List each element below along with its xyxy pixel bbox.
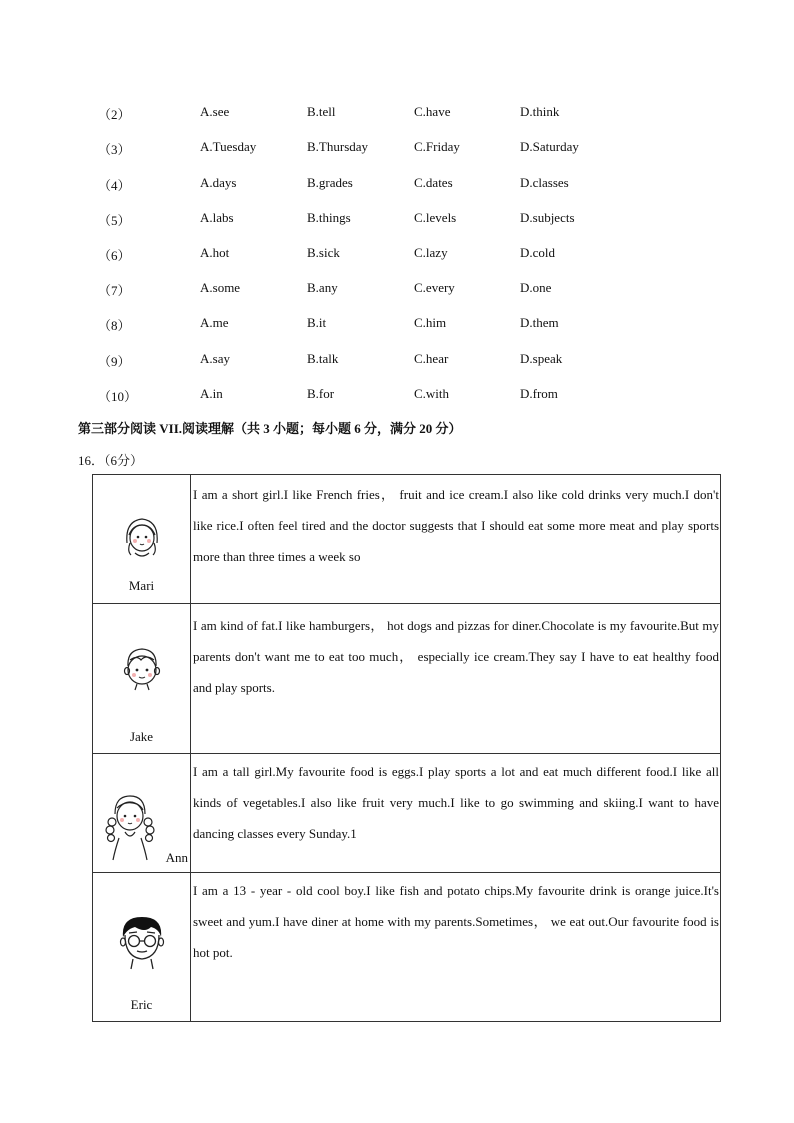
option-number: （4）	[98, 178, 131, 193]
option-d: D.classes	[520, 175, 569, 190]
person-description: I am a short girl.I like French fries， fruit and ice cream.I also like cold drinks very much.I don't like rice.I often feel tired and the doctor suggests that I should eat some more meat and play sports more than three times a week so	[191, 475, 721, 604]
option-row-6	[0, 245, 794, 265]
table-row	[93, 873, 721, 1022]
boy-glasses-avatar-icon	[115, 913, 169, 971]
option-d: D.think	[520, 104, 560, 119]
option-number: （10）	[98, 389, 138, 404]
option-c: C.levels	[414, 210, 457, 225]
portrait-cell	[93, 754, 191, 873]
option-number: （3）	[98, 142, 131, 157]
person-name: Eric	[130, 997, 153, 1012]
option-d: D.them	[520, 315, 559, 330]
option-row-3	[0, 139, 794, 159]
option-c: C.with	[414, 386, 450, 401]
table-row	[93, 754, 721, 873]
section-title: 第三部分阅读 VII.阅读理解（共 3 小题；每小题 6 分，满分 20 分）	[78, 421, 462, 436]
person-name: Ann	[165, 850, 188, 865]
option-b: B.sick	[307, 245, 340, 260]
person-name: Jake	[129, 729, 154, 744]
option-number: （9）	[98, 354, 131, 369]
option-a: A.some	[200, 280, 241, 295]
option-number: （6）	[98, 248, 131, 263]
option-c: C.lazy	[414, 245, 448, 260]
option-row-2	[0, 104, 794, 124]
girl-avatar-icon	[119, 513, 165, 559]
person-description: I am a 13 - year - old cool boy.I like fish and potato chips.My favourite drink is orange juice.It's sweet and yum.I have diner at home with my parents.Sometimes， we eat out.Our favourite food is hot pot.	[191, 873, 721, 1022]
option-row-5	[0, 210, 794, 230]
table-row	[93, 475, 721, 604]
portrait-cell	[93, 604, 191, 754]
option-row-7	[0, 280, 794, 300]
option-row-8	[0, 315, 794, 335]
option-a: A.me	[200, 315, 229, 330]
option-d: D.Saturday	[520, 139, 579, 154]
option-a: A.labs	[200, 210, 234, 225]
option-number: （5）	[98, 213, 131, 228]
option-a: A.see	[200, 104, 230, 119]
option-c: C.every	[414, 280, 455, 295]
person-description: I am a tall girl.My favourite food is eggs.I play sports a lot and eat much different food.I like all kinds of vegetables.I also like fruit very much.I like to go swimming and skiing.I want to have dancing classes every Sunday.1	[191, 754, 721, 873]
portrait-cell	[93, 475, 191, 604]
option-a: A.in	[200, 386, 223, 401]
option-number: （8）	[98, 318, 131, 333]
option-c: C.have	[414, 104, 451, 119]
option-row-4	[0, 175, 794, 195]
option-number: （7）	[98, 283, 131, 298]
table-row	[93, 604, 721, 754]
option-row-9	[0, 351, 794, 371]
option-a: A.Tuesday	[200, 139, 257, 154]
option-b: B.it	[307, 315, 327, 330]
people-table	[92, 474, 721, 1022]
option-b: B.for	[307, 386, 335, 401]
option-b: B.any	[307, 280, 338, 295]
option-d: D.one	[520, 280, 552, 295]
option-b: B.talk	[307, 351, 339, 366]
option-c: C.Friday	[414, 139, 460, 154]
option-a: A.say	[200, 351, 230, 366]
option-number: （2）	[98, 107, 131, 122]
option-a: A.days	[200, 175, 237, 190]
boy-avatar-icon	[117, 642, 167, 692]
option-b: B.things	[307, 210, 351, 225]
option-b: B.grades	[307, 175, 353, 190]
option-a: A.hot	[200, 245, 230, 260]
option-d: D.from	[520, 386, 558, 401]
option-c: C.him	[414, 315, 447, 330]
girl-braids-avatar-icon	[101, 790, 159, 866]
option-b: B.Thursday	[307, 139, 369, 154]
question-label: 16．（6分）	[78, 453, 144, 468]
option-d: D.cold	[520, 245, 556, 260]
option-c: C.hear	[414, 351, 449, 366]
option-row-10	[0, 386, 794, 406]
option-b: B.tell	[307, 104, 336, 119]
person-name: Mari	[128, 578, 155, 593]
option-d: D.speak	[520, 351, 563, 366]
option-c: C.dates	[414, 175, 453, 190]
portrait-cell	[93, 873, 191, 1022]
option-d: D.subjects	[520, 210, 575, 225]
person-description: I am kind of fat.I like hamburgers， hot dogs and pizzas for diner.Chocolate is my favourite.But my parents don't want me to eat too much， especially ice cream.They say I have to eat healthy food and play sports.	[191, 604, 721, 754]
